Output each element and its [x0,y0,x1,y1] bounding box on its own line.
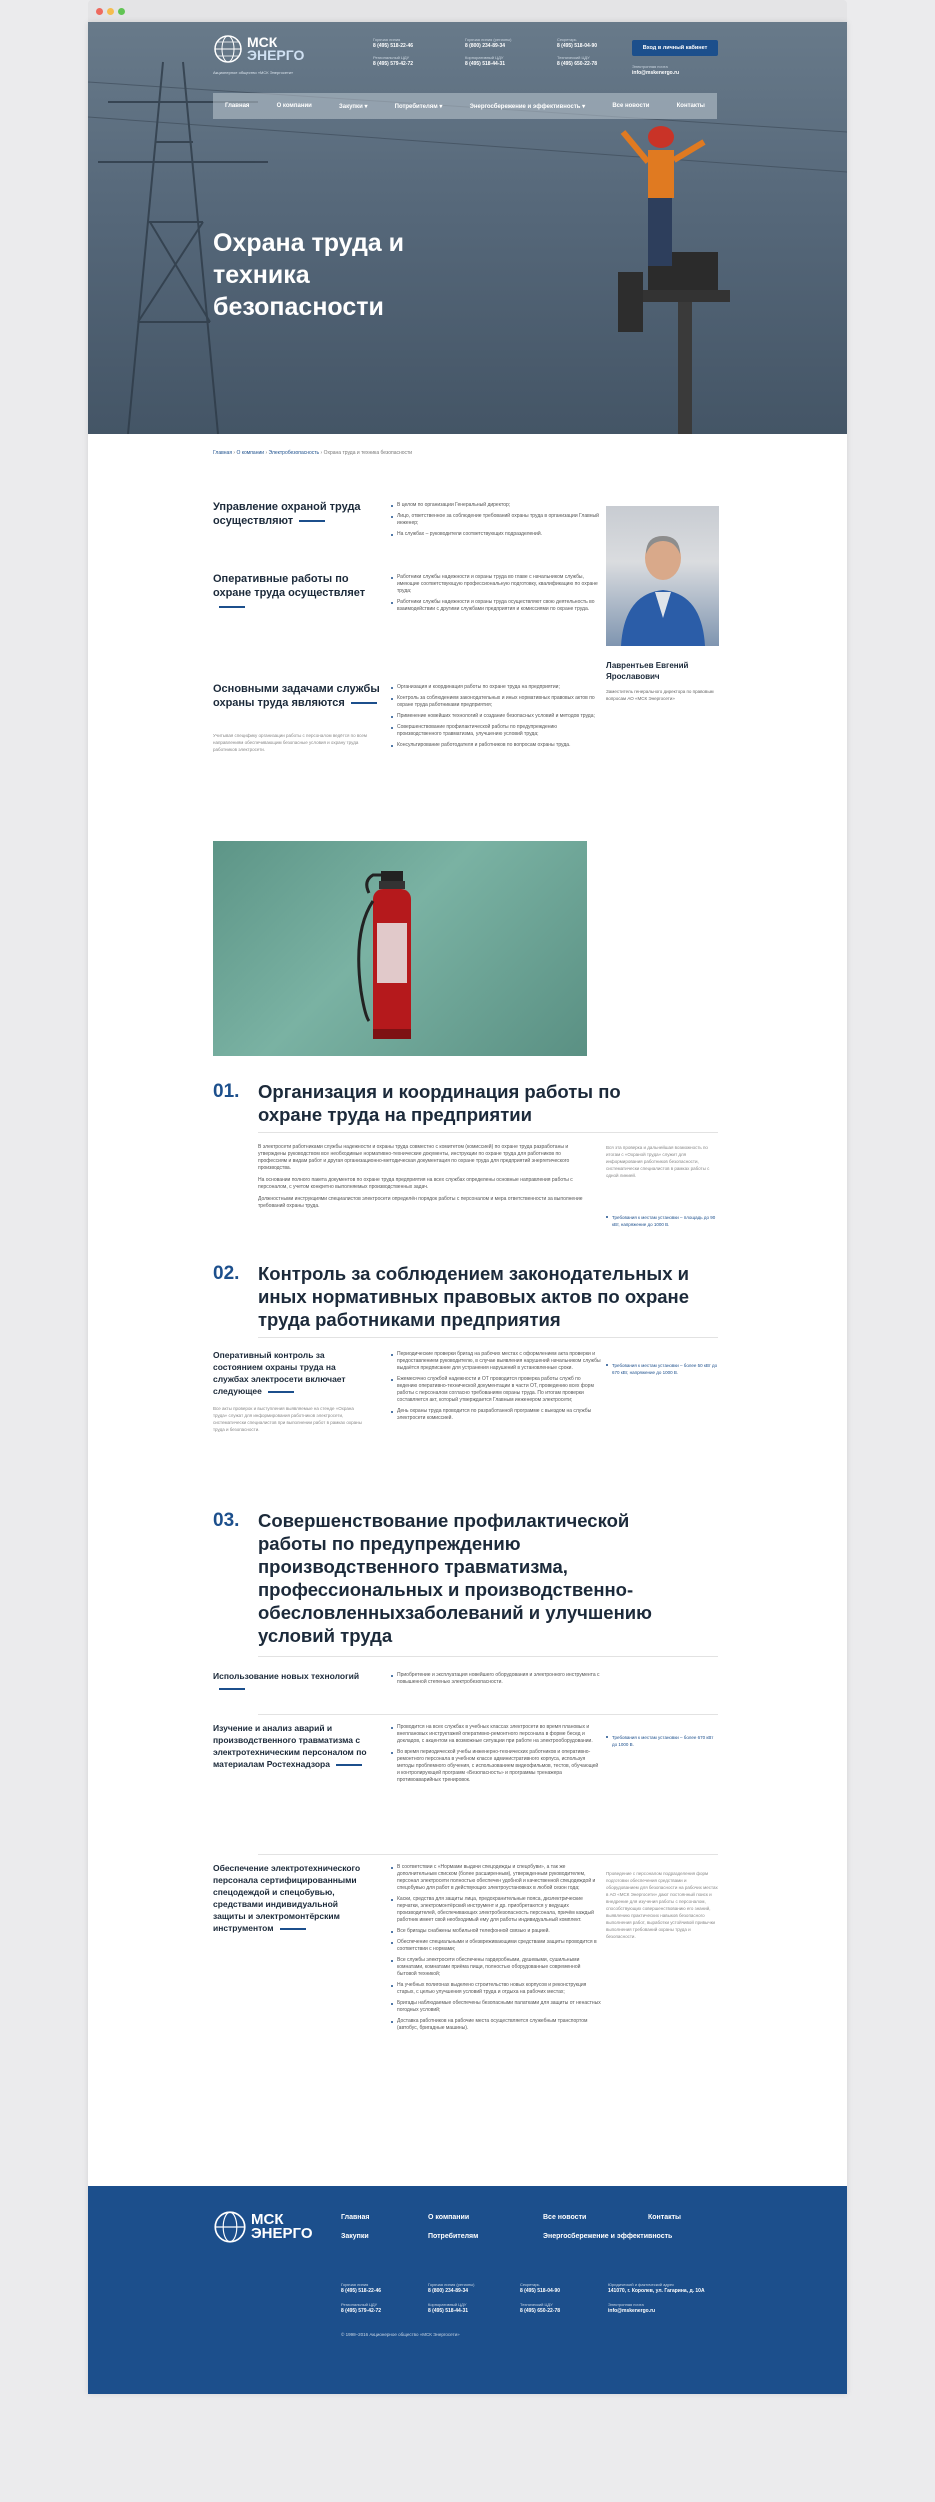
phone-item [465,55,551,68]
list-item: Применение новейших технологий и создание безопасных условий и методов труда; [391,713,601,720]
section-title: Совершенствование профилактической работы по предупреждению производственного травматизма, профессиональных и производственно-обесловленныхзаболеваний и улучшению условий труда [258,1510,652,1646]
phone-number[interactable]: 8 (495) 518-44-31 [465,61,506,67]
footer-phone [341,2282,381,2295]
nav-item-energy-saving[interactable] [470,103,586,110]
person-card [606,506,719,702]
list-item: Ежемесячно службой надежности и ОТ проводится проверка работы служб по ведению оперативно-технической документации в части ОТ, проведению всех форм работы с персоналом согласно требованиям охраны труда. По итогам проверки составляется акт, который утверждается Главным инженером электросети; [391,1376,601,1404]
list-item: День охраны труда проводится по разработанной программе с выездом на службы электросети комиссией. [391,1408,601,1422]
footer-phone [520,2282,560,2295]
email-link[interactable]: info@mskenergo.ru [632,70,680,76]
breadcrumb: Главная › О компании › Электробезопасность › Охрана труда и техника безопасности [213,450,413,456]
personal-cabinet-button[interactable]: Вход в личный кабинет [632,40,718,56]
page-frame [88,22,847,2394]
footer-nav-news[interactable]: Все новости [543,2214,587,2221]
intro-section [213,500,613,570]
list-item: Периодические проверки бригад на рабочих местах с оформлением акта проверки и предоставлением руководителю, в случае выявления нарушений начальником службы выдаётся предписание для устранения нарушений в установленные сроки. [391,1351,601,1372]
browser-chrome [88,0,847,22]
chevron-down-icon: ▾ [439,103,443,110]
fire-extinguisher-icon [213,841,587,1056]
main-nav [213,93,717,119]
divider [258,1656,718,1657]
phone-label: Горячая линия (регионы) [428,2282,475,2287]
header-email [632,64,679,77]
divider [258,1132,718,1133]
fire-extinguisher-image [213,841,587,1056]
phone-label: Корпоративный ЦДУ [465,55,504,60]
heading-underline [336,1764,362,1766]
list-item: Все службы электросети обеспечены гардеробными, душевыми, сушильными комнатами, комнатами приёма пищи, полностью оборудованные современной бытовой техникой; [391,1957,601,1978]
phone-number[interactable]: 8 (495) 518-04-90 [520,2288,561,2294]
phone-item [557,55,643,68]
bullet-list [391,684,601,753]
row-heading [213,1862,363,1934]
list-item: В целом по организации Генеральный директор; [391,502,601,509]
footer-phone [428,2282,474,2295]
footer-logo[interactable] [213,2210,313,2244]
nav-item-purchases[interactable] [339,103,367,110]
list-item: Проводится на всех службах в учебных классах электросети во время плановых и внеплановых инструктажей оперативно-ремонтного персонала в форме бесед и докладов, с акцентом на возможные ситуации при работе на электрооборудовании. [391,1724,601,1745]
person-name: Лаврентьев Евгений Ярославович [606,661,689,681]
footer-nav-consumers[interactable]: Потребителям [428,2233,479,2240]
phone-item [557,37,643,50]
footer-nav-home[interactable]: Главная [341,2214,370,2221]
nav-item-label: Энергосбережение и эффективность [469,103,581,110]
paragraph: Должностными инструкциями специалистов электросети определён порядок работы с персоналом и мера ответственности за выполнение требований охраны труда. [258,1196,583,1209]
section-heading [213,682,383,710]
globe-logo-icon [213,34,243,64]
breadcrumb-item[interactable]: Электробезопасность [268,450,320,456]
heading-text: Оперативный контроль за состоянием охраны труда на службах электросети включает следующее [213,1350,346,1396]
header-logo[interactable] [213,34,304,64]
section-number: 01. [213,1081,240,1102]
footer-address [608,2282,705,2295]
nav-item-label: Закупки [339,103,363,110]
phone-label: Секретарь [557,37,577,42]
maximize-dot[interactable] [118,8,125,15]
phone-number[interactable]: 8 (495) 579-42-72 [373,61,414,67]
logo-title: МСК [251,2211,284,2228]
footer-nav-energy-saving[interactable]: Энергосбережение и эффективность [543,2233,673,2240]
heading-underline [268,1391,294,1393]
phone-item [465,37,551,50]
header-phones [373,37,643,68]
phone-number[interactable]: 8 (495) 518-22-46 [373,43,414,49]
requirements-link[interactable]: Требования к местам установки – более 670 кВт до 1000 В. [606,1734,718,1748]
control-section [213,1349,613,1499]
footer-phone [520,2302,560,2315]
phone-label: Горячая линия [341,2282,369,2287]
breadcrumb-item[interactable]: О компании [236,450,265,456]
heading-underline [219,1688,245,1690]
address-label: Юридический и фактический адрес [608,2282,675,2287]
phone-number[interactable]: 8 (495) 518-44-31 [428,2308,469,2314]
phone-item [373,55,459,68]
heading-text: Оперативные работы по охране труда осуществляет [213,573,366,599]
row-equipment-provision [213,1862,613,2162]
row-heading [213,1670,373,1694]
nav-item-home[interactable]: Главная [225,103,250,109]
section-heading [213,572,383,614]
heading-underline [219,606,245,608]
footer-nav-contacts[interactable]: Контакты [648,2214,682,2221]
heading-underline [280,1928,306,1930]
phone-number[interactable]: 8 (495) 579-42-72 [341,2308,382,2314]
email-label: Электронная почта [608,2302,644,2307]
heading-underline [351,702,377,704]
bullet-list [391,502,601,542]
section-note: Все акты проверок и выступления выявляемые на стенде «Охрана труда» служат для информирования работников электросети, систематически специалистов при выполнении работ в рамках охраны труда и безопасности. [213,1406,362,1432]
nav-item-label: Потребителям [394,103,438,110]
list-item: На службах – руководители соответствующих подразделений. [391,531,601,538]
bullet-list [391,1864,601,2036]
nav-item-contacts[interactable]: Контакты [676,103,705,109]
list-item: Работники службы надежности и охраны труда осуществляют свою деятельность во взаимодействии с другими службами предприятия и комиссиями по охране труда. [391,599,601,613]
phone-item [373,37,459,50]
phone-number[interactable]: 8 (495) 650-22-78 [520,2308,561,2314]
section-heading [213,500,383,528]
list-item: Контроль за соблюдением законодательных и иных нормативных правовых актов по охране труда работниками предприятия; [391,695,601,709]
side-note: Проведение с персоналом подразделения форм подготовки обеспечения средствами и оборудованием для безопасности на рабочих местах в АО «МСК Энергосети» дают постоянный поиск и внедрение для изучения работы с персоналом, способствующих совершенствованию его знаний, выявлению практических навыков безопасного выполнения работ, выработки устойчивой привычки выполнения требований охраны труда и безопасности. [606,1871,718,1939]
list-item: Каски, средства для защиты лица, предохранительные пояса, диэлектрические перчатки, электромонтёрский инструмент и др. приобретаются у ведущих производителей, обеспечивающих электробезопасность персонала, причём каждый работник имеет свой необходимый ему для работы индивидуальный комплект. [391,1896,601,1924]
list-item: Работники службы надежности и охраны труда во главе с начальником службы, имеющие соответствующую профессиональную подготовку, квалификацию по охране труда; [391,574,601,595]
heading-text: Использование новых технологий [213,1671,360,1681]
phone-label: Горячая линия (регионы) [465,37,512,42]
phone-label: Корпоративный ЦДУ [428,2302,467,2307]
email-label: Электронная почта [632,64,668,69]
logo-subtitle: ЭНЕРГО [251,2225,313,2242]
nav-item-news[interactable]: Все новости [612,103,650,109]
heading-underline [299,520,325,522]
phone-number[interactable]: 8 (800) 234-89-34 [428,2288,469,2294]
section-number: 03. [213,1510,240,1531]
chevron-down-icon: ▾ [364,103,368,110]
logo-title: МСК [247,34,278,50]
breadcrumb-item[interactable]: Главная [213,450,233,456]
list-item: Организация и координация работы по охране труда на предприятии; [391,684,601,691]
paragraph: В электросети работниками службы надежности и охраны труда совместно с комитетом (комиссией) по охране труда разработаны и утверждены руководством все необходимые нормативно-технические документы, инструкции по охране труда для работников по профессиям и видам работ и другая организационно-методическая документация по охране труда для предприятий энергетического производства. [258,1144,570,1171]
nav-item-consumers[interactable] [395,103,443,110]
person-role: Заместитель генерального директора по правовым вопросам АО «МСК Энергосети» [606,689,714,701]
footer-nav-purchases[interactable]: Закупки [341,2233,369,2240]
heading-text: Управление охраной труда осуществляют [213,501,361,527]
logo-subtitle: ЭНЕРГО [247,47,305,63]
nav-item-about[interactable]: О компании [276,103,312,109]
footer-email [608,2302,655,2315]
section-subheading [213,1349,373,1397]
close-dot[interactable] [96,8,103,15]
list-item: Обеспечение специальными и обезвреживающими средствами защиты проводится в соответствии с нормами; [391,1939,601,1953]
phone-label: Секретарь [520,2282,540,2287]
list-item: На учебных полигонах выделено строительство новых корпусов и реконструкция старых, с целью улучшения условий труда и отдыха на рабочих местах; [391,1982,601,1996]
phone-label: Горячая линия [373,37,401,42]
chevron-down-icon: ▾ [582,103,586,110]
section-title: Организация и координация работы по охране труда на предприятии [258,1081,621,1125]
breadcrumb-current: Охрана труда и техника безопасности [323,450,413,456]
heading-text: Обеспечение электротехнического персонала сертифицированными спецодеждой и спецобувью, средствами индивидуальной защиты и электромонтёрским инструментом [213,1863,361,1933]
footer [88,2186,847,2394]
person-photo [606,506,719,646]
list-item: Бригады наблюдаемые обеспечены безопасными палатками для защиты от ненастных погодных условий; [391,2000,601,2014]
intro-section [213,682,613,822]
paragraph: На основании полного пакета документов по охране труда предприятия на всех службах определены основные направления работы с персоналом, с учетом конкретно выполняемых производственных задач. [258,1177,573,1190]
bullet-list [391,574,601,617]
address-value: 141070, г. Королев, ул. Гагарина, д. 10А [608,2288,705,2294]
page-title: Охрана труда и техника безопасности [213,229,405,321]
list-item: Во время периодической учебы инженерно-технических работников и оперативно-ремонтного персонала в учебном классе административного корпуса, используя методы проблемного обучения, с использованием видеофильмов, тестов, обучающей и контролирующей программ «Безопасность» и программы тренажера противоаварийных тренировок. [391,1749,601,1784]
list-item: Консультирование работодателя и работников по вопросам охраны труда. [391,742,601,749]
divider [258,1714,718,1715]
section-number: 02. [213,1263,240,1284]
phone-label: Технический ЦДУ [557,55,590,60]
row-new-technologies [213,1670,613,1710]
divider [258,1854,718,1855]
phone-label: Региональный ЦДУ [341,2302,378,2307]
company-tagline: Акционерное общество «МСК Энергосети» [213,70,294,75]
list-item: Приобретение и эксплуатация новейшего оборудования и электронного инструмента с повышенной степенью электробезопасности. [391,1672,601,1686]
phone-label: Региональный ЦДУ [373,55,410,60]
footer-nav-about[interactable]: О компании [428,2214,470,2221]
section-title: Контроль за соблюдением законодательных и иных нормативных правовых актов по охране труда работниками предприятия [258,1263,690,1330]
row-heading [213,1722,373,1770]
intro-section [213,572,613,672]
footer-phone [428,2302,468,2315]
section-note: Учитывая специфику организации работы с персоналом ведётся по всем направлениям обеспечивающим безопасные условия и охрану труда работников электросети. [213,733,368,752]
phone-number[interactable]: 8 (495) 518-04-90 [557,43,598,49]
phone-number[interactable]: 8 (495) 650-22-78 [557,61,598,67]
side-note: Вся эта проверка и дальнейшая возможность по итогам с «Охраной труда» служит для информирования работников безопасности, систематически специалистов в рамках работы с одной линией. [606,1145,710,1178]
email-link[interactable]: info@mskenergo.ru [608,2308,656,2314]
requirements-link[interactable]: Требования к местам установки – более 50 кВт до 670 кВт, напряжение до 1000 В. [606,1362,718,1376]
globe-logo-icon [213,2210,247,2244]
bullet-list [391,1724,601,1788]
section-text [258,1144,588,1210]
list-item: Лицо, ответственное за соблюдение требований охраны труда в организации Главный инженер; [391,513,601,527]
hero [88,22,847,434]
row-accident-analysis [213,1722,613,1852]
heading-text: Изучение и анализ аварий и производственного травматизма с электротехническим персоналом по материалам Ростехнадзора [213,1723,367,1769]
list-item: Совершенствование профилактической работы по предупреждению производственного травматизма, улучшению условий труда; [391,724,601,738]
list-item: Все бригады снабжены мобильной телефонной связью и рацией. [391,1928,601,1935]
list-item: В соответствии с «Нормами выдачи спецодежды и спецобуви», а так же дополнительным списком (более расширенным), утвержденным руководителем, персонал электросети полностью обеспечен удобной и качественной спецодеждой и спецобувью для работ в действующих электроустановках в любой сезон года; [391,1864,601,1892]
person-silhouette [606,506,719,646]
footer-phone [341,2302,381,2315]
list-item: Доставка работников на рабочие места осуществляется служебным транспортом (автобус, бригадные машины). [391,2018,601,2032]
heading-text: Основными задачами службы охраны труда являются [213,683,380,709]
bullet-list [391,1351,601,1426]
phone-number[interactable]: 8 (495) 518-22-46 [341,2288,382,2294]
phone-number[interactable]: 8 (800) 234-89-34 [465,43,506,49]
bullet-list [391,1672,601,1690]
divider [258,1337,718,1338]
minimize-dot[interactable] [107,8,114,15]
requirements-link[interactable]: Требования к местам установки – площадь до 90 кВт, напряжение до 1000 В. [606,1214,718,1228]
copyright: © 1998–2016 Акционерное общество «МСК Энергосети» [341,2332,460,2337]
phone-label: Технический ЦДУ [520,2302,553,2307]
